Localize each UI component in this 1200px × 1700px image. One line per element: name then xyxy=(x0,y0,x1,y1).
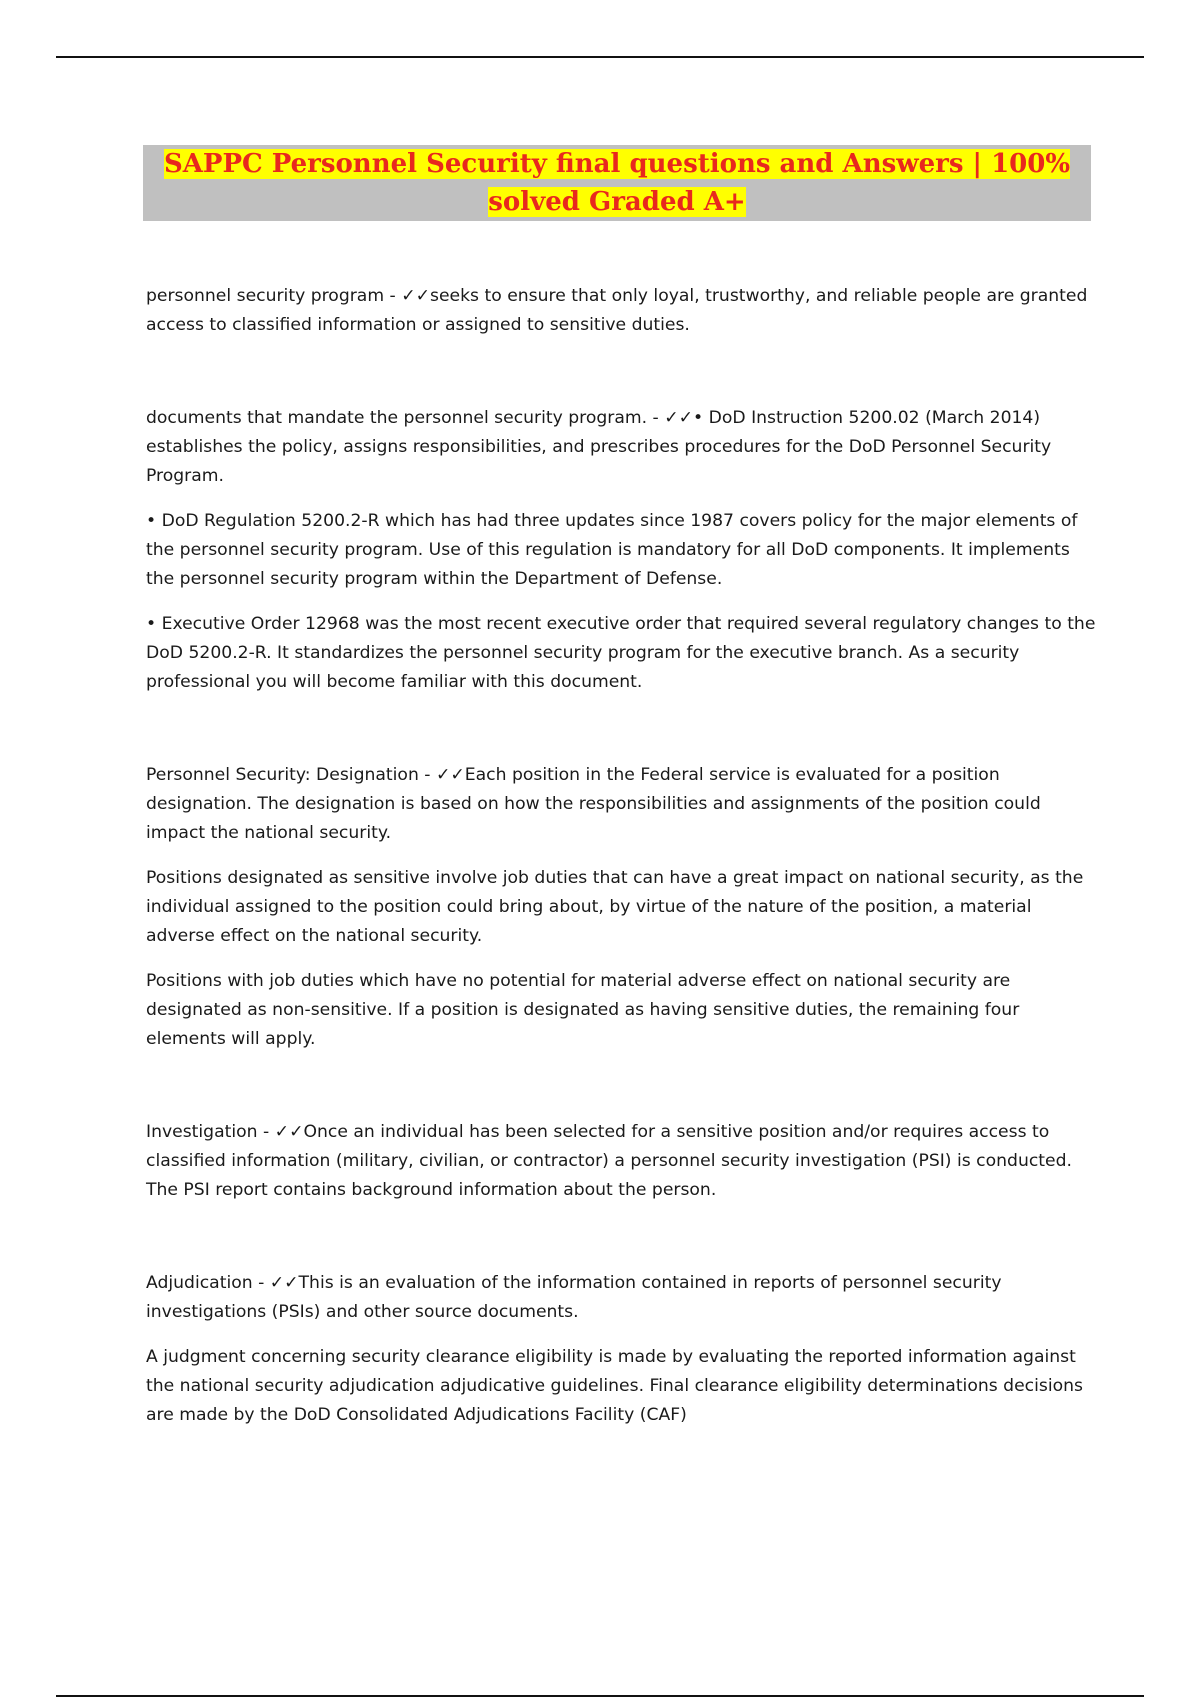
document-title-text: SAPPC Personnel Security final questions and Answers | 100% solved Graded A+ xyxy=(163,149,1071,217)
footer-rule xyxy=(56,1695,1144,1697)
paragraph-personnel-security-program: personnel security program - ✓✓seeks to ensure that only loyal, trustworthy, and reliable people are granted access to classified information or assigned to sensitive duties. xyxy=(146,286,1088,335)
paragraph-dod-regulation: • DoD Regulation 5200.2-R which has had three updates since 1987 covers policy for the major elements of the personnel security program. Use of this regulation is mandatory for all DoD components. It implements the personnel security program within the Department of Defense. xyxy=(146,511,1078,589)
paragraph-mandating-documents: documents that mandate the personnel security program. - ✓✓• DoD Instruction 5200.02 (March 2014) establishes the policy, assigns responsibilities, and prescribes procedures for the DoD Personnel Security Program. xyxy=(146,408,1052,486)
paragraph-investigation: Investigation - ✓✓Once an individual has been selected for a sensitive position and/or requires access to classified information (military, civilian, or contractor) a personnel security investigation (PSI) is conducted. The PSI report contains background information about the person. xyxy=(146,1122,1072,1200)
header-rule xyxy=(56,56,1144,58)
title-banner xyxy=(143,145,1091,221)
paragraph-executive-order: • Executive Order 12968 was the most recent executive order that required several regulatory changes to the DoD 5200.2-R. It standardizes the personnel security program for the executive branch. As a security professional you will become familiar with this document. xyxy=(146,614,1096,692)
paragraph-sensitive-positions: Positions designated as sensitive involve job duties that can have a great impact on national security, as the individual assigned to the position could bring about, by virtue of the nature of the position, a material adverse effect on the national security. xyxy=(146,868,1084,946)
paragraph-clearance-judgment: A judgment concerning security clearance eligibility is made by evaluating the reported information against the national security adjudication adjudicative guidelines. Final clearance eligibility determinations decisions are made by the DoD Consolidated Adjudications Facility (CAF) xyxy=(146,1347,1083,1425)
paragraph-designation: Personnel Security: Designation - ✓✓Each position in the Federal service is evaluated for a position designation. The designation is based on how the responsibilities and assignments of the position could impact the national security. xyxy=(146,765,1041,843)
document-title xyxy=(143,145,1091,221)
paragraph-adjudication: Adjudication - ✓✓This is an evaluation of the information contained in reports of personnel security investigations (PSIs) and other source documents. xyxy=(146,1273,1002,1322)
document-body xyxy=(146,282,1096,1430)
paragraph-non-sensitive-positions: Positions with job duties which have no potential for material adverse effect on national security are designated as non-sensitive. If a position is designated as having sensitive duties, the remaining four elements will apply. xyxy=(146,971,1020,1049)
